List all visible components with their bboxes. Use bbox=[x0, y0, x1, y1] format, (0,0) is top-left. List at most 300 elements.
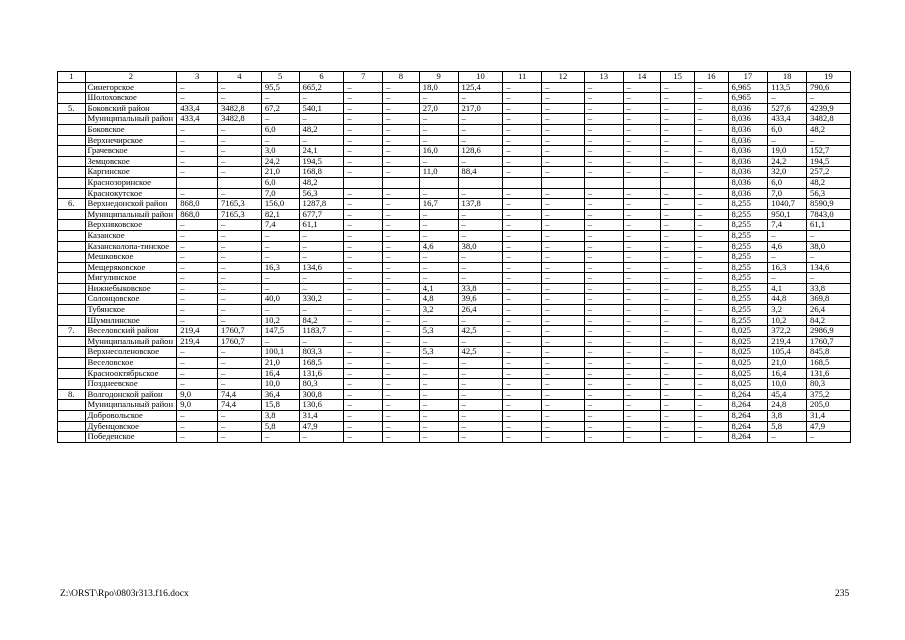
value-cell: 2986,9 bbox=[807, 326, 851, 337]
value-cell: – bbox=[542, 400, 585, 411]
district-name-cell: Муниципальный район bbox=[85, 336, 177, 347]
value-cell: – bbox=[299, 432, 344, 443]
value-cell: – bbox=[344, 421, 383, 432]
value-cell: – bbox=[383, 93, 420, 104]
value-cell bbox=[218, 177, 262, 188]
value-cell: 1760,7 bbox=[218, 326, 262, 337]
footer-page-number: 235 bbox=[835, 589, 850, 599]
value-cell: – bbox=[458, 209, 503, 220]
value-cell: 131,6 bbox=[807, 368, 851, 379]
value-cell: – bbox=[584, 347, 623, 358]
value-cell: 7,0 bbox=[261, 188, 299, 199]
table-row bbox=[58, 114, 851, 125]
value-cell: – bbox=[383, 146, 420, 157]
value-cell: – bbox=[661, 336, 695, 347]
value-cell: – bbox=[503, 146, 542, 157]
value-cell: – bbox=[458, 432, 503, 443]
value-cell: – bbox=[177, 305, 218, 316]
value-cell: – bbox=[503, 273, 542, 284]
value-cell: – bbox=[623, 199, 661, 210]
value-cell: 8,255 bbox=[728, 305, 768, 316]
value-cell: – bbox=[458, 220, 503, 231]
row-number-cell bbox=[58, 209, 86, 220]
table-row bbox=[58, 379, 851, 390]
value-cell: 8,264 bbox=[728, 421, 768, 432]
value-cell: – bbox=[503, 358, 542, 369]
value-cell: – bbox=[623, 82, 661, 93]
value-cell: – bbox=[661, 432, 695, 443]
table-header-row bbox=[58, 72, 851, 83]
row-number-cell bbox=[58, 432, 86, 443]
value-cell: 8,255 bbox=[728, 220, 768, 231]
table-row bbox=[58, 432, 851, 443]
value-cell: – bbox=[218, 124, 262, 135]
value-cell: – bbox=[503, 241, 542, 252]
value-cell: 8,025 bbox=[728, 326, 768, 337]
value-cell: – bbox=[694, 411, 728, 422]
value-cell: – bbox=[661, 411, 695, 422]
value-cell: – bbox=[542, 294, 585, 305]
value-cell: – bbox=[344, 146, 383, 157]
row-number-cell bbox=[58, 220, 86, 231]
table-row bbox=[58, 156, 851, 167]
value-cell: 128,6 bbox=[458, 146, 503, 157]
value-cell: – bbox=[661, 273, 695, 284]
value-cell bbox=[344, 177, 383, 188]
value-cell: – bbox=[218, 411, 262, 422]
value-cell: 3,0 bbox=[261, 146, 299, 157]
value-cell: 100,1 bbox=[261, 347, 299, 358]
district-name-cell: Добровольское bbox=[85, 411, 177, 422]
table-row bbox=[58, 230, 851, 241]
value-cell: – bbox=[218, 82, 262, 93]
value-cell: – bbox=[661, 347, 695, 358]
value-cell: 8,255 bbox=[728, 199, 768, 210]
value-cell: – bbox=[218, 93, 262, 104]
row-number-cell bbox=[58, 262, 86, 273]
value-cell: – bbox=[542, 368, 585, 379]
value-cell: – bbox=[807, 432, 851, 443]
value-cell: – bbox=[623, 336, 661, 347]
value-cell: – bbox=[419, 188, 458, 199]
value-cell: – bbox=[584, 199, 623, 210]
row-number-cell bbox=[58, 135, 86, 146]
value-cell: – bbox=[542, 432, 585, 443]
value-cell: – bbox=[807, 252, 851, 263]
value-cell: – bbox=[218, 432, 262, 443]
value-cell: – bbox=[177, 283, 218, 294]
value-cell: 7165,3 bbox=[218, 199, 262, 210]
district-name-cell: Боковский район bbox=[85, 103, 177, 114]
value-cell: – bbox=[584, 432, 623, 443]
value-cell: – bbox=[419, 421, 458, 432]
district-name-cell: Муниципальный район bbox=[85, 400, 177, 411]
value-cell: 8,025 bbox=[728, 368, 768, 379]
value-cell: – bbox=[503, 135, 542, 146]
value-cell: – bbox=[218, 252, 262, 263]
value-cell: – bbox=[503, 262, 542, 273]
table-row bbox=[58, 347, 851, 358]
value-cell: – bbox=[623, 262, 661, 273]
value-cell: 42,5 bbox=[458, 326, 503, 337]
value-cell: – bbox=[623, 103, 661, 114]
value-cell: – bbox=[542, 209, 585, 220]
value-cell: – bbox=[458, 114, 503, 125]
value-cell: 84,2 bbox=[299, 315, 344, 326]
value-cell: 8,255 bbox=[728, 209, 768, 220]
row-number-cell bbox=[58, 379, 86, 390]
value-cell: – bbox=[584, 135, 623, 146]
district-name-cell: Волгодонской район bbox=[85, 389, 177, 400]
value-cell: – bbox=[661, 124, 695, 135]
district-name-cell: Верхнесоленовское bbox=[85, 347, 177, 358]
value-cell: – bbox=[299, 283, 344, 294]
value-cell: 433,4 bbox=[768, 114, 807, 125]
value-cell: – bbox=[623, 188, 661, 199]
value-cell: 168,5 bbox=[299, 358, 344, 369]
value-cell: 7165,3 bbox=[218, 209, 262, 220]
value-cell: – bbox=[584, 262, 623, 273]
value-cell: 665,2 bbox=[299, 82, 344, 93]
value-cell: – bbox=[503, 336, 542, 347]
value-cell: 527,6 bbox=[768, 103, 807, 114]
value-cell: 9,0 bbox=[177, 389, 218, 400]
value-cell: – bbox=[623, 273, 661, 284]
header-cell: 17 bbox=[728, 72, 768, 83]
value-cell: 8,025 bbox=[728, 379, 768, 390]
value-cell: – bbox=[218, 315, 262, 326]
value-cell: – bbox=[661, 230, 695, 241]
value-cell: – bbox=[419, 358, 458, 369]
value-cell: – bbox=[503, 400, 542, 411]
value-cell: – bbox=[807, 93, 851, 104]
value-cell: – bbox=[383, 230, 420, 241]
row-number-cell bbox=[58, 315, 86, 326]
value-cell: – bbox=[344, 379, 383, 390]
value-cell: 31,4 bbox=[299, 411, 344, 422]
value-cell: – bbox=[177, 124, 218, 135]
value-cell: 74,4 bbox=[218, 400, 262, 411]
row-number-cell bbox=[58, 93, 86, 104]
value-cell: – bbox=[503, 82, 542, 93]
value-cell: – bbox=[299, 230, 344, 241]
value-cell: – bbox=[503, 368, 542, 379]
value-cell bbox=[584, 177, 623, 188]
value-cell: – bbox=[584, 167, 623, 178]
value-cell: – bbox=[503, 315, 542, 326]
value-cell: 3482,8 bbox=[807, 114, 851, 125]
value-cell: – bbox=[694, 273, 728, 284]
value-cell: 8,036 bbox=[728, 135, 768, 146]
header-cell: 16 bbox=[694, 72, 728, 83]
value-cell: – bbox=[503, 209, 542, 220]
value-cell: – bbox=[661, 146, 695, 157]
value-cell: 24,8 bbox=[768, 400, 807, 411]
value-cell: – bbox=[344, 294, 383, 305]
value-cell: – bbox=[542, 379, 585, 390]
value-cell: 11,0 bbox=[419, 167, 458, 178]
value-cell: – bbox=[503, 252, 542, 263]
value-cell bbox=[623, 177, 661, 188]
value-cell: 4,1 bbox=[768, 283, 807, 294]
value-cell: – bbox=[177, 146, 218, 157]
table-row bbox=[58, 241, 851, 252]
district-name-cell: Верхняковское bbox=[85, 220, 177, 231]
value-cell: 950,1 bbox=[768, 209, 807, 220]
value-cell: – bbox=[694, 315, 728, 326]
value-cell: – bbox=[542, 411, 585, 422]
value-cell: – bbox=[694, 156, 728, 167]
value-cell: – bbox=[542, 82, 585, 93]
value-cell: – bbox=[383, 326, 420, 337]
district-name-cell: Мешковское bbox=[85, 252, 177, 263]
value-cell: – bbox=[623, 156, 661, 167]
value-cell: – bbox=[299, 114, 344, 125]
value-cell: 80,3 bbox=[807, 379, 851, 390]
value-cell: 26,4 bbox=[458, 305, 503, 316]
value-cell: – bbox=[542, 305, 585, 316]
value-cell: 16,0 bbox=[419, 146, 458, 157]
district-name-cell: Земцовское bbox=[85, 156, 177, 167]
row-number-cell bbox=[58, 358, 86, 369]
value-cell: 33,8 bbox=[458, 283, 503, 294]
district-name-cell: Дубенцовское bbox=[85, 421, 177, 432]
value-cell: – bbox=[661, 114, 695, 125]
value-cell: – bbox=[177, 135, 218, 146]
value-cell: – bbox=[584, 400, 623, 411]
value-cell: – bbox=[177, 315, 218, 326]
value-cell: 48,2 bbox=[807, 177, 851, 188]
value-cell: – bbox=[694, 114, 728, 125]
value-cell: – bbox=[623, 252, 661, 263]
row-number-cell bbox=[58, 124, 86, 135]
value-cell: – bbox=[344, 103, 383, 114]
value-cell: 8590,9 bbox=[807, 199, 851, 210]
value-cell: 48,2 bbox=[299, 177, 344, 188]
district-name-cell: Казансколопа-тинское bbox=[85, 241, 177, 252]
district-name-cell: Краснооктябрьское bbox=[85, 368, 177, 379]
value-cell: 8,255 bbox=[728, 273, 768, 284]
value-cell: – bbox=[458, 315, 503, 326]
value-cell: 27,0 bbox=[419, 103, 458, 114]
value-cell: – bbox=[383, 209, 420, 220]
value-cell: – bbox=[661, 400, 695, 411]
table-row bbox=[58, 336, 851, 347]
header-cell: 3 bbox=[177, 72, 218, 83]
value-cell: – bbox=[503, 93, 542, 104]
value-cell: – bbox=[542, 262, 585, 273]
value-cell: – bbox=[542, 146, 585, 157]
value-cell: 677,7 bbox=[299, 209, 344, 220]
table-row bbox=[58, 389, 851, 400]
value-cell: – bbox=[661, 167, 695, 178]
value-cell: – bbox=[177, 432, 218, 443]
value-cell: 7843,0 bbox=[807, 209, 851, 220]
value-cell: – bbox=[694, 188, 728, 199]
value-cell: 10,2 bbox=[261, 315, 299, 326]
value-cell: – bbox=[542, 389, 585, 400]
value-cell: – bbox=[218, 135, 262, 146]
value-cell: – bbox=[261, 114, 299, 125]
value-cell: – bbox=[661, 188, 695, 199]
value-cell: 8,264 bbox=[728, 400, 768, 411]
value-cell: – bbox=[344, 241, 383, 252]
value-cell: – bbox=[458, 273, 503, 284]
row-number-cell bbox=[58, 114, 86, 125]
value-cell: 4,1 bbox=[419, 283, 458, 294]
row-number-cell bbox=[58, 283, 86, 294]
value-cell: – bbox=[177, 421, 218, 432]
value-cell: 33,8 bbox=[807, 283, 851, 294]
value-cell: – bbox=[344, 305, 383, 316]
district-name-cell: Мещеряковское bbox=[85, 262, 177, 273]
value-cell: – bbox=[623, 379, 661, 390]
district-name-cell: Шолоховское bbox=[85, 93, 177, 104]
value-cell: 8,036 bbox=[728, 188, 768, 199]
table-row bbox=[58, 199, 851, 210]
value-cell: – bbox=[299, 305, 344, 316]
value-cell: – bbox=[383, 283, 420, 294]
value-cell: – bbox=[299, 252, 344, 263]
value-cell: 31,4 bbox=[807, 411, 851, 422]
value-cell: – bbox=[694, 103, 728, 114]
value-cell: – bbox=[218, 262, 262, 273]
value-cell: – bbox=[661, 389, 695, 400]
value-cell: – bbox=[542, 252, 585, 263]
value-cell: – bbox=[383, 103, 420, 114]
value-cell: 7,0 bbox=[768, 188, 807, 199]
value-cell: – bbox=[218, 146, 262, 157]
value-cell: – bbox=[383, 305, 420, 316]
district-name-cell: Веселовский район bbox=[85, 326, 177, 337]
table-row bbox=[58, 220, 851, 231]
value-cell: – bbox=[218, 379, 262, 390]
value-cell: 80,3 bbox=[299, 379, 344, 390]
table-row bbox=[58, 294, 851, 305]
value-cell: – bbox=[218, 305, 262, 316]
header-cell: 1 bbox=[58, 72, 86, 83]
value-cell: 24,1 bbox=[299, 146, 344, 157]
value-cell: – bbox=[383, 273, 420, 284]
value-cell: – bbox=[177, 230, 218, 241]
value-cell: – bbox=[694, 241, 728, 252]
value-cell: 61,1 bbox=[299, 220, 344, 231]
value-cell: – bbox=[694, 252, 728, 263]
value-cell: – bbox=[694, 230, 728, 241]
value-cell: – bbox=[623, 241, 661, 252]
value-cell: 47,9 bbox=[807, 421, 851, 432]
row-number-cell: 5. bbox=[58, 103, 86, 114]
value-cell: 8,036 bbox=[728, 114, 768, 125]
table-row bbox=[58, 188, 851, 199]
value-cell: – bbox=[623, 305, 661, 316]
value-cell: – bbox=[218, 347, 262, 358]
value-cell: – bbox=[542, 336, 585, 347]
value-cell: – bbox=[584, 82, 623, 93]
value-cell: – bbox=[344, 336, 383, 347]
value-cell: – bbox=[218, 421, 262, 432]
value-cell: – bbox=[542, 199, 585, 210]
value-cell: – bbox=[694, 283, 728, 294]
value-cell: – bbox=[694, 146, 728, 157]
value-cell: – bbox=[218, 220, 262, 231]
value-cell: – bbox=[542, 103, 585, 114]
value-cell: – bbox=[584, 421, 623, 432]
value-cell: – bbox=[694, 421, 728, 432]
value-cell: – bbox=[419, 273, 458, 284]
value-cell: – bbox=[503, 114, 542, 125]
header-cell: 9 bbox=[419, 72, 458, 83]
district-name-cell: Победенское bbox=[85, 432, 177, 443]
value-cell: – bbox=[344, 326, 383, 337]
value-cell: – bbox=[419, 114, 458, 125]
district-name-cell: Грачевское bbox=[85, 146, 177, 157]
district-name-cell: Боковское bbox=[85, 124, 177, 135]
value-cell: 3,2 bbox=[419, 305, 458, 316]
value-cell: – bbox=[584, 209, 623, 220]
value-cell: – bbox=[458, 379, 503, 390]
value-cell: 5,8 bbox=[261, 421, 299, 432]
value-cell: – bbox=[503, 167, 542, 178]
table-row bbox=[58, 326, 851, 337]
value-cell: – bbox=[623, 347, 661, 358]
table-body bbox=[58, 72, 851, 443]
value-cell: – bbox=[661, 103, 695, 114]
value-cell: – bbox=[383, 389, 420, 400]
table-row bbox=[58, 368, 851, 379]
value-cell: – bbox=[503, 294, 542, 305]
value-cell: 868,0 bbox=[177, 209, 218, 220]
value-cell: – bbox=[661, 252, 695, 263]
value-cell: – bbox=[503, 124, 542, 135]
value-cell: 38,0 bbox=[458, 241, 503, 252]
table-row bbox=[58, 315, 851, 326]
value-cell: – bbox=[584, 305, 623, 316]
value-cell: 217,0 bbox=[458, 103, 503, 114]
value-cell: – bbox=[694, 379, 728, 390]
value-cell: 330,2 bbox=[299, 294, 344, 305]
value-cell: – bbox=[177, 82, 218, 93]
value-cell: 16,4 bbox=[261, 368, 299, 379]
value-cell: – bbox=[419, 156, 458, 167]
value-cell bbox=[694, 177, 728, 188]
value-cell: 219,4 bbox=[768, 336, 807, 347]
value-cell: – bbox=[458, 411, 503, 422]
value-cell: – bbox=[218, 368, 262, 379]
value-cell: 56,3 bbox=[299, 188, 344, 199]
value-cell: – bbox=[218, 230, 262, 241]
value-cell: 21,0 bbox=[768, 358, 807, 369]
value-cell: – bbox=[383, 379, 420, 390]
value-cell: – bbox=[694, 432, 728, 443]
value-cell: – bbox=[218, 167, 262, 178]
value-cell: – bbox=[177, 294, 218, 305]
value-cell: – bbox=[694, 167, 728, 178]
table-row bbox=[58, 411, 851, 422]
value-cell: – bbox=[261, 432, 299, 443]
value-cell: 8,255 bbox=[728, 294, 768, 305]
value-cell bbox=[458, 177, 503, 188]
value-cell: – bbox=[344, 167, 383, 178]
value-cell: 257,2 bbox=[807, 167, 851, 178]
value-cell: 48,2 bbox=[299, 124, 344, 135]
value-cell: 16,3 bbox=[768, 262, 807, 273]
value-cell: – bbox=[584, 294, 623, 305]
district-name-cell: Позднеевское bbox=[85, 379, 177, 390]
district-name-cell: Веселовское bbox=[85, 358, 177, 369]
value-cell: – bbox=[261, 305, 299, 316]
value-cell: – bbox=[383, 411, 420, 422]
